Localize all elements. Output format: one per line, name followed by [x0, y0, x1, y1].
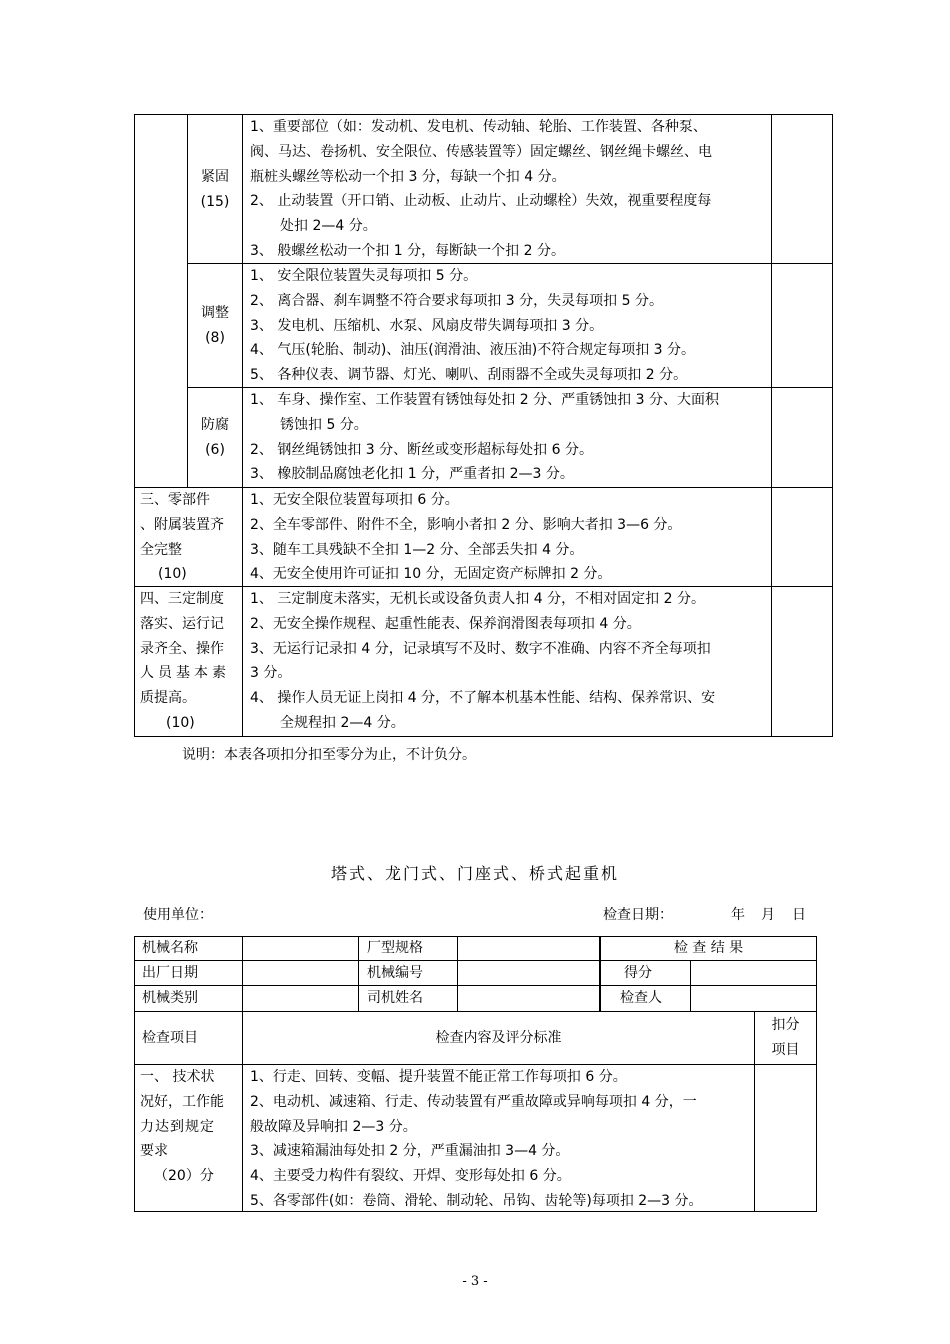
criteria-line: 4、 气压(轮胎、制动)、油压(润滑油、液压油)不符合规定每项扣 3 分。: [250, 342, 696, 359]
score-label: 得分: [624, 965, 652, 981]
row-label-line: 、附属装置齐: [140, 516, 224, 533]
criteria-line: 全规程扣 2—4 分。: [280, 715, 405, 731]
content-header: 检查内容及评分标准: [435, 1030, 562, 1046]
criteria-line: 3、 橡胶制品腐蚀老化扣 1 分，严重者扣 2—3 分。: [250, 466, 574, 483]
row-label-line: （20）分: [154, 1168, 214, 1185]
date-month: 月: [761, 907, 775, 923]
criteria-line: 2、 钢丝绳锈蚀扣 3 分、断丝或变形超标每处扣 6 分。: [250, 441, 593, 458]
criteria-line: 2、 离合器、刹车调整不符合要求每项扣 3 分，失灵每项扣 5 分。: [250, 292, 663, 309]
criteria-line: 3、 发电机、压缩机、水泵、风扇皮带失调每项扣 3 分。: [250, 317, 604, 334]
date-year: 年: [731, 907, 745, 923]
fasten-score: (15): [200, 193, 230, 210]
date-label: 检查日期：: [603, 907, 673, 923]
criteria-line: 1、 车身、操作室、工作装置有锈蚀每处扣 2 分、严重锈蚀扣 3 分、大面积: [250, 392, 719, 408]
criteria-line: 5、各零部件(如：卷筒、滑轮、制动轮、吊钩、齿轮等)每项扣 2—3 分。: [250, 1193, 703, 1209]
machine-type-label: 机械类别: [142, 990, 198, 1006]
adjust-row-label: [188, 301, 242, 351]
anticorr-score: (6): [205, 441, 225, 458]
criteria-line: 瓶桩头螺丝等松动一个扣 3 分，每缺一个扣 4 分。: [250, 168, 566, 185]
criteria-line: 2、 止动装置（开口销、止动板、止动片、止动螺栓）失效，视重要程度每: [250, 193, 712, 210]
row-label-line: 落实、运行记: [140, 615, 224, 632]
criteria-line: 2、无安全操作规程、起重性能表、保养润滑图表每项扣 4 分。: [250, 615, 641, 632]
row-label-line: 况好，工作能: [140, 1093, 224, 1110]
unit-label: 使用单位：: [143, 907, 213, 923]
table-note: 说明：本表各项扣分扣至零分为止，不计负分。: [182, 747, 476, 763]
criteria-line: 3、随车工具残缺不全扣 1—2 分、全部丢失扣 4 分。: [250, 541, 584, 558]
fasten-label: 紧固: [201, 169, 229, 185]
adjust-score: (8): [205, 329, 225, 346]
date-day: 日: [792, 907, 806, 923]
criteria-line: 4、无安全使用许可证扣 10 分，无固定资产标牌扣 2 分。: [250, 566, 612, 583]
factory-spec-label: 厂型规格: [367, 940, 423, 956]
criteria-line: 1、 三定制度未落实，无机长或设备负责人扣 4 分，不相对固定扣 2 分。: [250, 591, 705, 607]
criteria-line: 1、 安全限位装置失灵每项扣 5 分。: [250, 268, 478, 284]
criteria-line: 3、减速箱漏油每处扣 2 分，严重漏油扣 3—4 分。: [250, 1143, 570, 1160]
criteria-line: 2、电动机、减速箱、行走、传动装置有严重故障或异响每项扣 4 分，一: [250, 1093, 697, 1110]
table2-divider: [457, 936, 458, 1011]
anticorr-row-label: [188, 413, 242, 463]
row-label-line: 全完整: [140, 541, 182, 558]
table2-divider: [358, 936, 359, 1011]
section-title: 塔式、龙门式、门座式、桥式起重机: [330, 864, 619, 883]
criteria-line: 阀、马达、卷扬机、安全限位、传感装置等）固定螺丝、钢丝绳卡螺丝、电: [250, 143, 712, 160]
criteria-line: 3、无运行记录扣 4 分，记录填写不及时、数字不准确、内容不齐全每项扣: [250, 640, 711, 657]
row-label-line: 人员基本素: [140, 665, 230, 682]
row-label-line: 四、三定制度: [140, 591, 224, 607]
row-label-line: (10): [158, 566, 187, 583]
table2-divider: [242, 936, 243, 1212]
row-label-line: 三、零部件: [140, 492, 210, 508]
criteria-line: 3 分。: [250, 665, 292, 682]
criteria-line: 4、 操作人员无证上岗扣 4 分，不了解本机基本性能、结构、保养常识、安: [250, 690, 716, 707]
criteria-line: 4、主要受力构件有裂纹、开焊、变形每处扣 6 分。: [250, 1168, 571, 1185]
page-number: - 3 -: [462, 1274, 488, 1289]
criteria-line: 1、重要部位（如：发动机、发电机、传动轴、轮胎、工作装置、各种泵、: [250, 119, 707, 135]
table1-divider: [242, 114, 243, 737]
factory-date-label: 出厂日期: [142, 965, 198, 981]
row-label-line: 要求: [140, 1143, 168, 1160]
row-label-line: 质提高。: [140, 690, 196, 707]
table1-divider: [771, 114, 772, 737]
machine-no-label: 机械编号: [367, 965, 423, 981]
row-label-line: 力达到规定: [140, 1118, 215, 1135]
row-label-line: (10): [166, 715, 195, 731]
criteria-line: 3、 般螺丝松动一个扣 1 分，每断缺一个扣 2 分。: [250, 243, 565, 259]
table2-divider: [134, 1011, 817, 1012]
deduct-header-2: 项目: [771, 1042, 800, 1058]
criteria-line: 1、行走、回转、变幅、提升装置不能正常工作每项扣 6 分。: [250, 1069, 627, 1085]
driver-name-label: 司机姓名: [367, 990, 423, 1006]
machine-name-label: 机械名称: [142, 940, 198, 956]
criteria-line: 2、全车零部件、附件不全，影响小者扣 2 分、影响大者扣 3—6 分。: [250, 516, 682, 533]
table2-divider: [690, 960, 691, 1011]
table2-divider: [134, 985, 817, 986]
fasten-row-label: [188, 165, 242, 215]
adjust-label: 调整: [201, 305, 229, 321]
criteria-line: 5、 各种仪表、调节器、灯光、喇叭、刮雨器不全或失灵每项扣 2 分。: [250, 367, 688, 384]
check-item-header: 检查项目: [142, 1030, 198, 1046]
inspector-label: 检查人: [620, 990, 662, 1006]
deduct-header-1: 扣分: [771, 1017, 800, 1033]
criteria-line: 1、无安全限位装置每项扣 6 分。: [250, 492, 459, 508]
criteria-line: 锈蚀扣 5 分。: [280, 416, 368, 433]
anticorr-label: 防腐: [201, 417, 229, 433]
row-label-line: 录齐全、操作: [140, 640, 224, 657]
row-label-line: 一、 技术状: [140, 1069, 215, 1085]
check-result-header: 检 查 结 果: [673, 940, 744, 956]
criteria-line: 般故障及异响扣 2—3 分。: [250, 1118, 417, 1135]
criteria-line: 处扣 2—4 分。: [280, 218, 377, 235]
